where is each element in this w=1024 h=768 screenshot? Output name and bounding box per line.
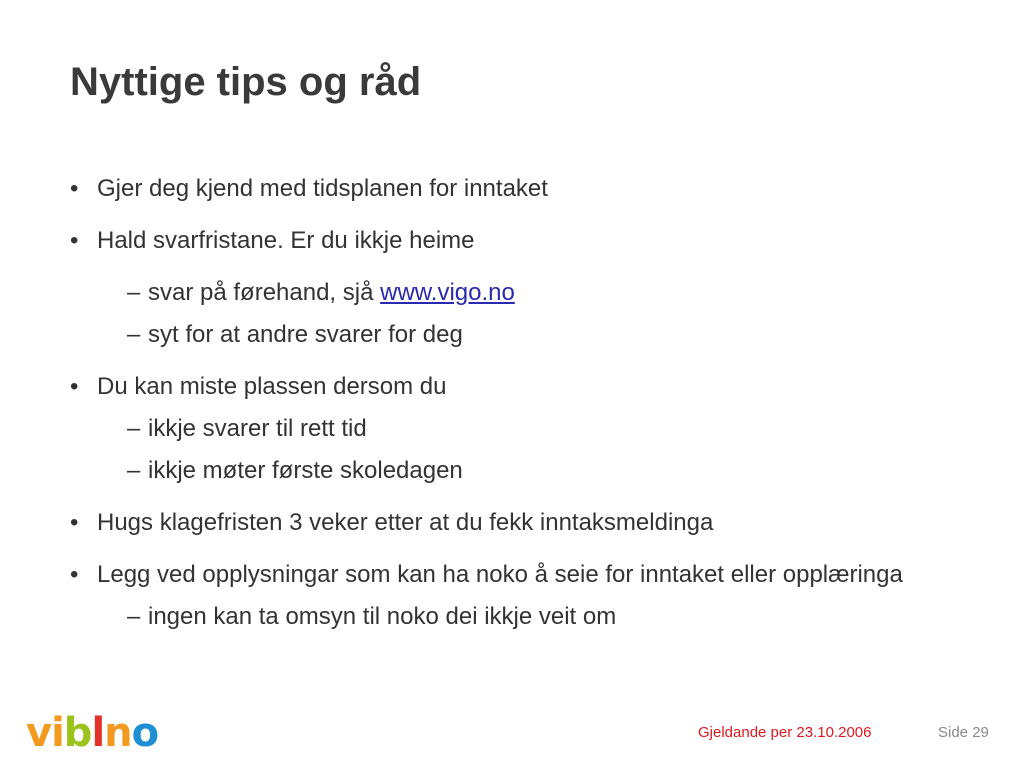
sub-bullet-marker: –: [127, 603, 141, 630]
bullet-item: [70, 502, 950, 544]
sub-bullet-item: [70, 272, 950, 314]
logo-letter: n: [104, 710, 132, 756]
sub-bullet-item: [70, 314, 950, 356]
bullet-item: [70, 168, 950, 210]
bullet-text: Hugs klagefristen 3 veker etter at du fekk inntaksmeldinga: [97, 509, 714, 536]
bullet-marker: •: [70, 373, 79, 400]
page-number: Side 29: [938, 724, 989, 741]
bullet-text: Hald svarfristane. Er du ikkje heime: [97, 227, 475, 254]
viblio-logo: [26, 708, 158, 758]
sub-bullet-text: svar på førehand, sjå: [148, 279, 381, 306]
slide-title: Nyttige tips og råd: [70, 60, 422, 104]
sub-bullet-item: [70, 596, 950, 638]
sub-bullet-marker: –: [127, 321, 141, 348]
bullet-marker: •: [70, 175, 79, 202]
logo-letter: v: [26, 710, 52, 756]
bullet-text: Legg ved opplysningar som kan ha noko å seie for inntaket eller opplæringa: [97, 561, 903, 588]
bullet-marker: •: [70, 561, 79, 588]
sub-bullet-text: syt for at andre svarer for deg: [148, 321, 463, 348]
bullet-text: Gjer deg kjend med tidsplanen for inntaket: [97, 175, 548, 202]
bullet-item: [70, 366, 950, 408]
sub-bullet-text: ingen kan ta omsyn til noko dei ikkje veit om: [148, 603, 617, 630]
sub-bullet-text: ikkje møter første skoledagen: [148, 457, 463, 484]
logo-letter: o: [131, 710, 159, 756]
vigo-link[interactable]: www.vigo.no: [380, 279, 515, 306]
logo-letter: b: [63, 710, 92, 756]
sub-bullet-marker: –: [127, 279, 141, 306]
footer-date: Gjeldande per 23.10.2006: [698, 724, 872, 741]
bullet-item: [70, 554, 950, 596]
bullet-marker: •: [70, 509, 79, 536]
bullet-list: [70, 168, 950, 638]
bullet-marker: •: [70, 227, 79, 254]
sub-bullet-text: ikkje svarer til rett tid: [148, 415, 367, 442]
sub-bullet-marker: –: [127, 457, 141, 484]
sub-bullet-item: [70, 408, 950, 450]
bullet-item: [70, 220, 950, 262]
logo-letter: i: [51, 710, 64, 756]
bullet-text: Du kan miste plassen dersom du: [97, 373, 447, 400]
logo-letter: l: [91, 710, 105, 756]
sub-bullet-marker: –: [127, 415, 141, 442]
sub-bullet-item: [70, 450, 950, 492]
